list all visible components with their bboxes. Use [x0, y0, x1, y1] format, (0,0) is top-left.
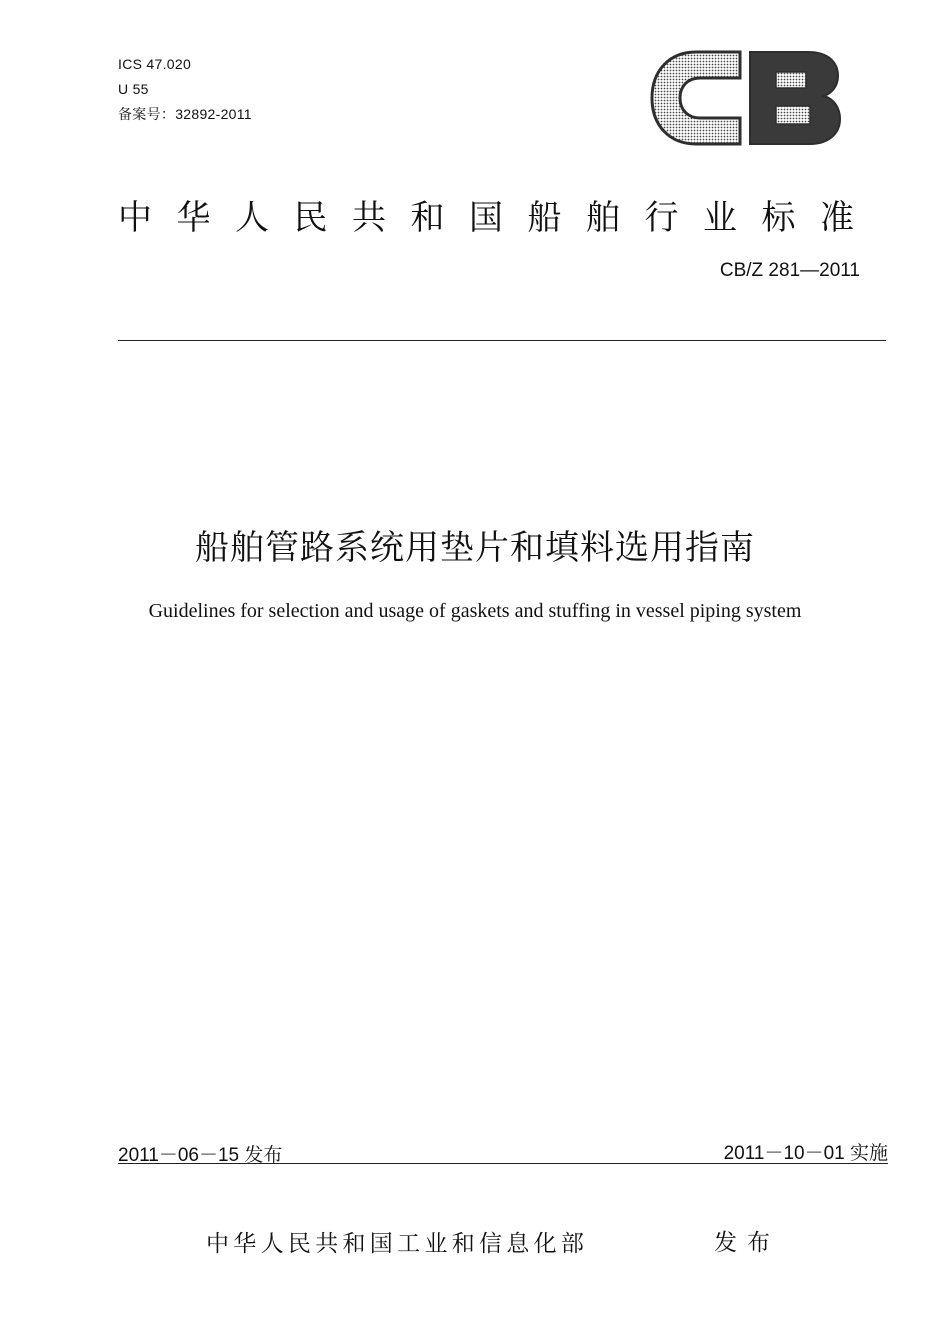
footer-divider	[118, 1163, 888, 1164]
document-title-cn: 船舶管路系统用垫片和填料选用指南	[195, 528, 755, 568]
document-title-en: Guidelines for selection and usage of gaskets and stuffing in vessel piping system	[148, 600, 802, 622]
issue-date: 2011－06－15 发布	[118, 1145, 283, 1166]
standard-number: CB/Z 281—2011	[719, 260, 860, 281]
header-divider	[118, 340, 886, 341]
publisher-name: 中华人民共和国工业和信息化部	[206, 1231, 589, 1257]
record-number: 备案号：32892-2011	[118, 106, 252, 122]
publish-label: 发布	[714, 1230, 780, 1256]
class-code: U 55	[118, 81, 149, 97]
implementation-date: 2011－10－01 实施	[723, 1143, 888, 1164]
classification-block	[118, 52, 252, 127]
cb-logo-icon	[648, 48, 844, 148]
standard-organization: 中华人民共和国船舶行业标准	[118, 198, 879, 238]
ics-code: ICS 47.020	[118, 56, 192, 72]
